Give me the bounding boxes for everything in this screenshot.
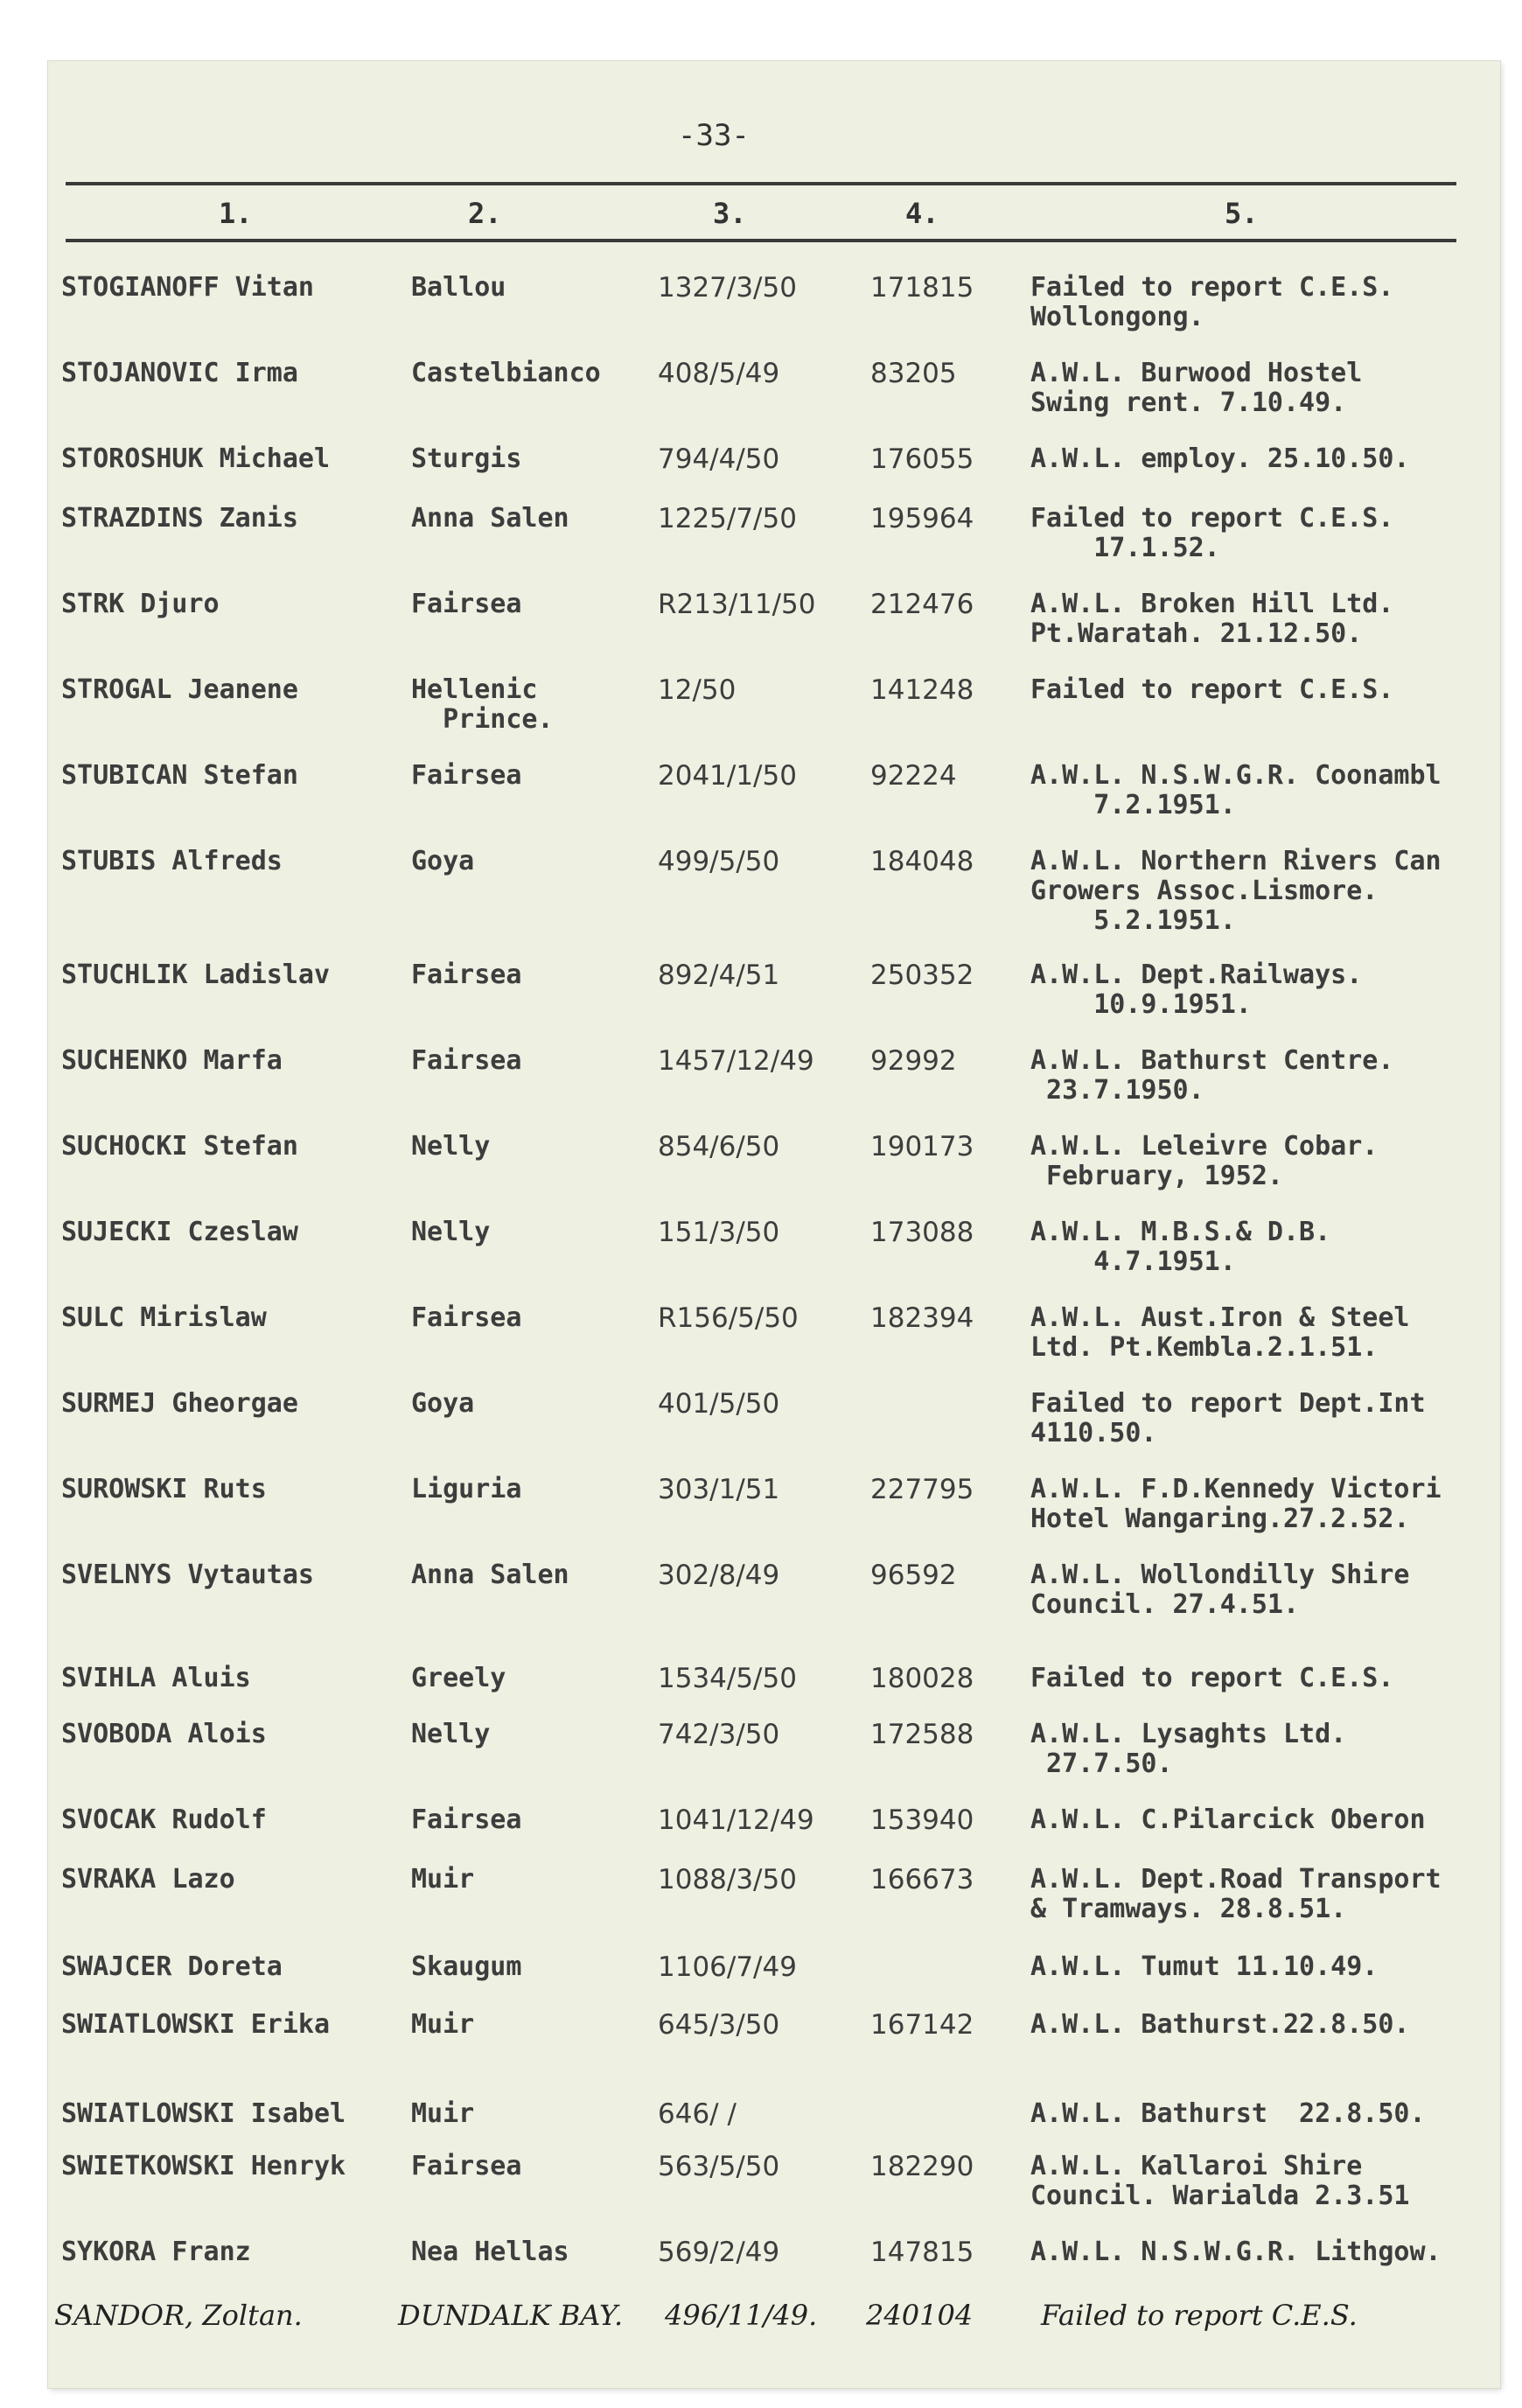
row-name: STRAZDINS Zanis (61, 503, 298, 534)
row-ship: Fairsea (411, 760, 522, 791)
row-note: A.W.L. Broken Hill Ltd. Pt.Waratah. 21.12.50. (1030, 589, 1394, 649)
row-name: SVRAKA Lazo (61, 1864, 235, 1895)
row-ship: Liguria (411, 1474, 522, 1504)
row-ref: 794/4/50 (658, 443, 780, 475)
row-ship: Nelly (411, 1131, 491, 1162)
row-name: SVOBODA Alois (61, 1719, 267, 1749)
column-header-5: 5. (1225, 197, 1259, 230)
row-ship: Goya (411, 1388, 475, 1419)
row-ship: Fairsea (411, 2151, 522, 2181)
row-note: A.W.L. N.S.W.G.R. Lithgow. (1030, 2237, 1442, 2267)
row-note: A.W.L. C.Pilarcick Oberon (1030, 1804, 1426, 1835)
row-name: SWIATLOWSKI Erika (61, 2009, 331, 2040)
row-ref: 1225/7/50 (658, 503, 797, 534)
row-ref: 563/5/50 (658, 2151, 780, 2182)
row-number: 167142 (870, 2009, 974, 2041)
header-rule-bottom (66, 239, 1456, 242)
row-name: STOJANOVIC Irma (61, 358, 298, 388)
row-note: A.W.L. Dept.Railways. 10.9.1951. (1030, 960, 1363, 1020)
row-note: A.W.L. Northern Rivers Can Growers Assoc.Lismore. 5.2.1951. (1030, 846, 1442, 936)
row-number: 141248 (870, 674, 974, 706)
row-number: 182290 (870, 2151, 974, 2182)
row-ref: 854/6/50 (658, 1131, 780, 1162)
column-header-2: 2. (468, 197, 502, 230)
row-ref: 302/8/49 (658, 1560, 780, 1591)
row-number: 212476 (870, 589, 974, 620)
row-note: A.W.L. Dept.Road Transport & Tramways. 28.8.51. (1030, 1864, 1442, 1924)
row-ref: 401/5/50 (658, 1388, 780, 1420)
row-ship: Nelly (411, 1719, 491, 1749)
row-ship: Muir (411, 2098, 475, 2129)
row-ship: Greely (411, 1663, 506, 1693)
row-ref: 569/2/49 (658, 2237, 780, 2268)
column-header-4: 4. (905, 197, 939, 230)
row-ref: 12/50 (658, 674, 737, 706)
row-number: 184048 (870, 846, 974, 877)
row-note: Failed to report C.E.S. 17.1.52. (1030, 503, 1394, 563)
row-note: A.W.L. Kallaroi Shire Council. Warialda 2.3.51 (1030, 2151, 1410, 2211)
row-ref: 1534/5/50 (658, 1663, 797, 1694)
row-ship: Fairsea (411, 960, 522, 990)
row-name: STUBIS Alfreds (61, 846, 283, 876)
header-rule-top (66, 182, 1456, 185)
row-ref: 645/3/50 (658, 2009, 780, 2041)
row-note: A.W.L. Aust.Iron & Steel Ltd. Pt.Kembla.2.1.51. (1030, 1302, 1410, 1363)
row-ref: 408/5/49 (658, 358, 780, 389)
row-note: Failed to report C.E.S. (1030, 674, 1394, 705)
row-note: A.W.L. Leleivre Cobar. February, 1952. (1030, 1131, 1379, 1191)
row-name: SUJECKI Czeslaw (61, 1217, 298, 1247)
row-note: A.W.L. Lysaghts Ltd. 27.7.50. (1030, 1719, 1347, 1779)
row-name: SUCHENKO Marfa (61, 1045, 283, 1076)
row-ref: 646/ / (658, 2098, 737, 2130)
row-number: 92224 (870, 760, 957, 792)
row-name: SWIATLOWSKI Isabel (61, 2098, 346, 2129)
row-ref: 2041/1/50 (658, 760, 797, 792)
row-ref: R213/11/50 (658, 589, 816, 620)
row-number: 227795 (870, 1474, 974, 1505)
row-ref: 303/1/51 (658, 1474, 780, 1505)
row-note: Failed to report C.E.S. Wollongong. (1030, 272, 1394, 332)
row-name: STOGIANOFF Vitan (61, 272, 314, 303)
row-ref: 892/4/51 (658, 960, 780, 991)
row-note: A.W.L. employ. 25.10.50. (1030, 443, 1410, 474)
handwritten-number: 240104 (866, 2299, 974, 2332)
row-name: SUROWSKI Ruts (61, 1474, 267, 1504)
row-number: 171815 (870, 272, 974, 304)
row-note: A.W.L. N.S.W.G.R. Coonambl 7.2.1951. (1030, 760, 1442, 820)
handwritten-ref: 496/11/49. (665, 2299, 818, 2332)
row-number: 182394 (870, 1302, 974, 1334)
row-ship: Anna Salen (411, 1560, 569, 1590)
row-ref: R156/5/50 (658, 1302, 799, 1334)
handwritten-name: SANDOR, Zoltan. (54, 2299, 303, 2332)
row-number: 166673 (870, 1864, 974, 1895)
row-name: SVIHLA Aluis (61, 1663, 251, 1693)
row-note: Failed to report C.E.S. (1030, 1663, 1394, 1693)
row-note: A.W.L. Bathurst 22.8.50. (1030, 2098, 1426, 2129)
row-number: 172588 (870, 1719, 974, 1750)
row-ship: Fairsea (411, 589, 522, 619)
row-ship: Sturgis (411, 443, 522, 474)
handwritten-note: Failed to report C.E.S. (1041, 2299, 1358, 2332)
row-number: 147815 (870, 2237, 974, 2268)
row-ship: Castelbianco (411, 358, 601, 388)
row-note: A.W.L. F.D.Kennedy Victori Hotel Wangaring.27.2.52. (1030, 1474, 1442, 1534)
row-number: 96592 (870, 1560, 957, 1591)
row-note: A.W.L. M.B.S.& D.B. 4.7.1951. (1030, 1217, 1331, 1277)
row-ship: Muir (411, 1864, 475, 1895)
row-ship: Nea Hellas (411, 2237, 569, 2267)
row-name: SWIETKOWSKI Henryk (61, 2151, 346, 2181)
column-header-1: 1. (219, 197, 253, 230)
row-note: Failed to report Dept.Int 4110.50. (1030, 1388, 1426, 1448)
row-name: SURMEJ Gheorgae (61, 1388, 298, 1419)
row-name: SVOCAK Rudolf (61, 1804, 267, 1835)
row-ref: 1106/7/49 (658, 1951, 797, 1983)
row-number: 92992 (870, 1045, 957, 1077)
row-name: SUCHOCKI Stefan (61, 1131, 298, 1162)
row-ref: 1457/12/49 (658, 1045, 814, 1077)
row-ship: Fairsea (411, 1804, 522, 1835)
row-ship: Fairsea (411, 1045, 522, 1076)
row-name: SVELNYS Vytautas (61, 1560, 314, 1590)
row-ship: Ballou (411, 272, 506, 303)
row-name: STUCHLIK Ladislav (61, 960, 331, 990)
column-header-3: 3. (713, 197, 747, 230)
row-ship: Skaugum (411, 1951, 522, 1982)
row-name: SULC Mirislaw (61, 1302, 267, 1333)
row-note: A.W.L. Burwood Hostel Swing rent. 7.10.49. (1030, 358, 1363, 418)
row-name: SWAJCER Doreta (61, 1951, 283, 1982)
row-number: 250352 (870, 960, 974, 991)
row-number: 153940 (870, 1804, 974, 1836)
row-name: SYKORA Franz (61, 2237, 251, 2267)
row-ref: 1088/3/50 (658, 1864, 797, 1895)
row-name: STOROSHUK Michael (61, 443, 331, 474)
row-number: 190173 (870, 1131, 974, 1162)
row-number: 176055 (870, 443, 974, 475)
row-number: 173088 (870, 1217, 974, 1248)
row-ref: 1041/12/49 (658, 1804, 814, 1836)
row-name: STUBICAN Stefan (61, 760, 298, 791)
row-ref: 499/5/50 (658, 846, 780, 877)
row-name: STRK Djuro (61, 589, 220, 619)
row-ship: Fairsea (411, 1302, 522, 1333)
row-ship: Goya (411, 846, 475, 876)
row-note: A.W.L. Bathurst Centre. 23.7.1950. (1030, 1045, 1394, 1106)
handwritten-ship: DUNDALK BAY. (398, 2299, 624, 2332)
row-ref: 1327/3/50 (658, 272, 797, 304)
row-ship: Muir (411, 2009, 475, 2040)
row-number: 180028 (870, 1663, 974, 1694)
row-note: A.W.L. Bathurst.22.8.50. (1030, 2009, 1410, 2040)
row-ship: Nelly (411, 1217, 491, 1247)
row-name: STROGAL Jeanene (61, 674, 298, 705)
row-ref: 151/3/50 (658, 1217, 780, 1248)
row-ref: 742/3/50 (658, 1719, 780, 1750)
row-note: A.W.L. Wollondilly Shire Council. 27.4.51. (1030, 1560, 1410, 1620)
row-ship: Hellenic Prince. (411, 674, 554, 735)
row-number: 83205 (870, 358, 957, 389)
row-note: A.W.L. Tumut 11.10.49. (1030, 1951, 1379, 1982)
row-number: 195964 (870, 503, 974, 534)
page-number: -33- (678, 118, 750, 153)
row-ship: Anna Salen (411, 503, 569, 534)
